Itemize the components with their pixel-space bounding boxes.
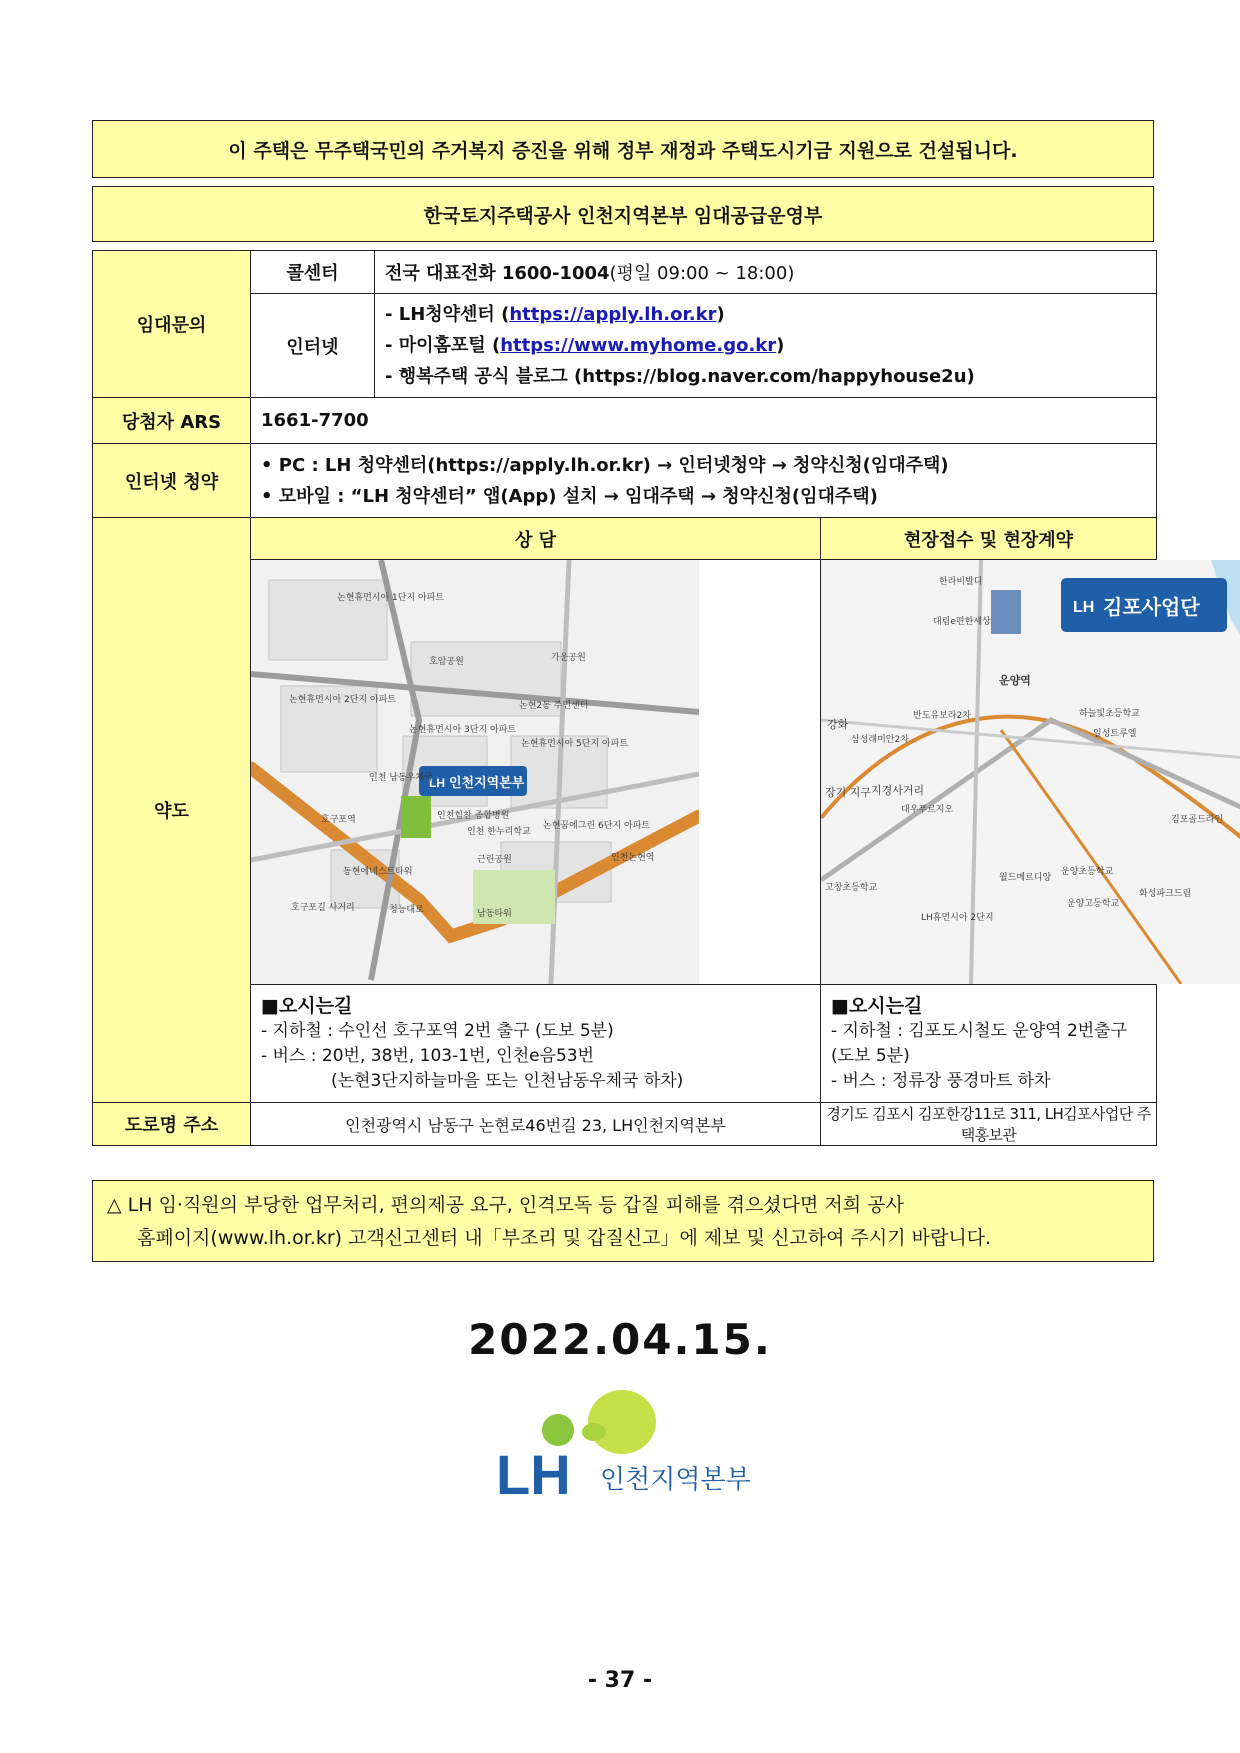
map1-label: 호구포길 사거리 <box>291 903 355 913</box>
map2-label: 화성파크드림 <box>1139 889 1192 899</box>
onsite-header: 현장접수 및 현장계약 <box>821 518 1157 560</box>
directions-title: ■오시는길 <box>261 994 353 1017</box>
incheon-map-svg <box>251 560 699 984</box>
map2-label: 운양초등학교 <box>1061 867 1114 877</box>
map2-brand: LH <box>1073 599 1095 616</box>
map1-label: 논현휴먼시아 1단지 아파트 <box>337 593 445 603</box>
misconduct-report-notice <box>92 1180 1154 1262</box>
map1-label: 남동타워 <box>477 909 512 919</box>
gimpo-map-svg <box>821 560 1240 984</box>
paren: ) <box>776 335 785 356</box>
call-center-value <box>375 251 1157 294</box>
contact-info-table <box>92 250 1224 1146</box>
internet-apply-steps <box>251 444 1157 518</box>
link-name: - 행복주택 공식 블로그 <box>385 366 575 387</box>
map1-label: 논현휴먼시아 5단지 아파트 <box>521 739 629 749</box>
link-name: - LH청약센터 <box>385 304 502 325</box>
map2-label: 강화 <box>827 718 849 731</box>
gimpo-office-map <box>821 560 1224 985</box>
map1-label: 가운공원 <box>551 653 586 663</box>
address-gimpo: 경기도 김포시 김포한강11로 311, LH김포사업단 주택홍보관 <box>821 1103 1157 1146</box>
internet-link-row <box>385 330 1146 361</box>
map2-label: LH휴먼시아 2단지 <box>921 913 994 923</box>
map2-label: 일성트루엘 <box>1093 729 1137 739</box>
map1-label: 근린공원 <box>477 855 512 865</box>
map2-label: 지경사거리 <box>871 784 925 797</box>
map2-label: 삼성래미안2차 <box>851 735 909 745</box>
map1-label: 논현휴먼시아 3단지 아파트 <box>409 725 517 735</box>
internet-link-row <box>385 361 1146 392</box>
map1-label: 동현에네스트타워 <box>343 867 413 877</box>
directions-line: (논현3단지하늘마을 또는 인천남동우체국 하차) <box>331 1070 684 1091</box>
map2-office: 김포사업단 <box>1103 595 1200 619</box>
map1-label: 호암공원 <box>429 657 464 667</box>
internet-link-row <box>385 299 1146 330</box>
lh-gimpo-callout <box>1061 578 1227 632</box>
lh-apply-link[interactable]: https://apply.lh.or.kr <box>509 304 717 325</box>
map2-label: 대우푸르지오 <box>901 805 954 815</box>
address-label: 도로명 주소 <box>93 1103 251 1146</box>
logo-brand: LH <box>496 1443 571 1502</box>
call-center-number: 전국 대표전화 1600-1004 <box>385 263 610 284</box>
logo-org: 인천지역본부 <box>600 1465 751 1495</box>
map2-label: 운양고등학교 <box>1067 899 1120 909</box>
lh-logo-mark <box>496 1386 776 1502</box>
paren: ( <box>501 304 510 325</box>
map2-label: 반도유보라2차 <box>913 711 971 721</box>
paren: ( <box>491 335 501 356</box>
map2-label: 하늘빛초등학교 <box>1079 709 1140 719</box>
map1-label: 인천 한누리학교 <box>467 827 531 837</box>
address-label-overlay <box>92 1103 250 1144</box>
consultation-header: 상 담 <box>251 518 821 560</box>
pc-apply-step: • PC : LH 청약센터(https://apply.lh.or.kr) → 인터넷청약 → 청약신청(임대주택) <box>261 454 949 476</box>
department-banner <box>92 186 1154 242</box>
map1-label: 인천논현역 <box>611 853 655 863</box>
internet-links <box>375 294 1157 398</box>
map2-label: 대림e편한세상 <box>933 617 991 627</box>
map1-label: 호구포역 <box>321 815 356 825</box>
ars-label: 당첨자 ARS <box>93 398 251 444</box>
mobile-apply-step: • 모바일 : “LH 청약센터” 앱(App) 설치 → 임대주택 → 청약신청(임대주택) <box>261 485 878 507</box>
map2-label: 월드메르디앙 <box>999 873 1052 883</box>
rental-inquiry-label: 임대문의 <box>93 251 251 398</box>
map2-label: 장기 지구 <box>825 786 872 799</box>
map-label: 약도 <box>93 518 251 1103</box>
internet-label: 인터넷 <box>251 294 375 398</box>
paren: ) <box>716 304 725 325</box>
map1-label: 인천힘찬 종합병원 <box>437 811 510 821</box>
map1-office: 인천지역본부 <box>449 776 525 791</box>
map2-label: 김포골드라인 <box>1171 815 1224 825</box>
funding-notice-banner <box>92 120 1154 178</box>
map1-label: 논현꿈에그린 6단지 아파트 <box>543 821 651 831</box>
map1-label: 인천 남동우체국 <box>369 773 433 783</box>
notice-line: △ LH 임·직원의 부당한 업무처리, 편의제공 요구, 인격모독 등 갑질 피해를 겪으셨다면 저희 공사 <box>107 1194 904 1216</box>
map1-label: 청능대로 <box>389 905 424 915</box>
directions-incheon <box>251 985 821 1103</box>
map2-label: 고창초등학교 <box>825 883 878 893</box>
directions-gimpo <box>821 985 1157 1103</box>
department-name: 한국토지주택공사 인천지역본부 임대공급운영부 <box>423 204 823 227</box>
page-number: - 37 - <box>587 1668 653 1693</box>
map2-label: 운양역 <box>999 674 1031 687</box>
blog-link[interactable]: (https://blog.naver.com/happyhouse2u) <box>574 366 975 387</box>
directions-line: - 지하철 : 수인선 호구포역 2번 출구 (도보 5분) <box>261 1020 614 1041</box>
link-name: - 마이홈포털 <box>385 335 492 356</box>
call-center-hours: (평일 09:00 ~ 18:00) <box>609 263 795 284</box>
lh-office-callout <box>419 766 527 796</box>
directions-line: - 지하철 : 김포도시철도 운양역 2번출구 (도보 5분) <box>831 1020 1128 1066</box>
funding-notice-text: 이 주택은 무주택국민의 주거복지 증진을 위해 정부 재정과 주택도시기금 지원으로 건설됩니다. <box>228 139 1018 162</box>
map1-label: 논현2동 주민센터 <box>519 701 589 711</box>
document-date: 2022.04.15. <box>468 1315 772 1364</box>
directions-line: - 버스 : 20번, 38번, 103-1번, 인천e음53번 <box>261 1045 595 1066</box>
directions-title: ■오시는길 <box>831 994 923 1017</box>
internet-apply-label: 인터넷 청약 <box>93 444 251 518</box>
address-incheon: 인천광역시 남동구 논현로46번길 23, LH인천지역본부 <box>251 1103 821 1146</box>
ars-number: 1661-7700 <box>251 398 1157 444</box>
call-center-label: 콜센터 <box>251 251 375 294</box>
map1-brand: LH <box>429 776 445 790</box>
map1-label: 논현휴먼시아 2단지 아파트 <box>289 695 397 705</box>
lh-logo <box>496 1386 776 1502</box>
myhome-link[interactable]: https://www.myhome.go.kr <box>500 335 777 356</box>
map2-label: 한라비발디 <box>939 577 983 587</box>
notice-line: 홈페이지(www.lh.or.kr) 고객신고센터 내「부조리 및 갑질신고」에 제보 및 신고하여 주시기 바랍니다. <box>137 1227 992 1249</box>
directions-line: - 버스 : 정류장 풍경마트 하차 <box>831 1070 1051 1091</box>
incheon-office-map <box>251 560 821 985</box>
